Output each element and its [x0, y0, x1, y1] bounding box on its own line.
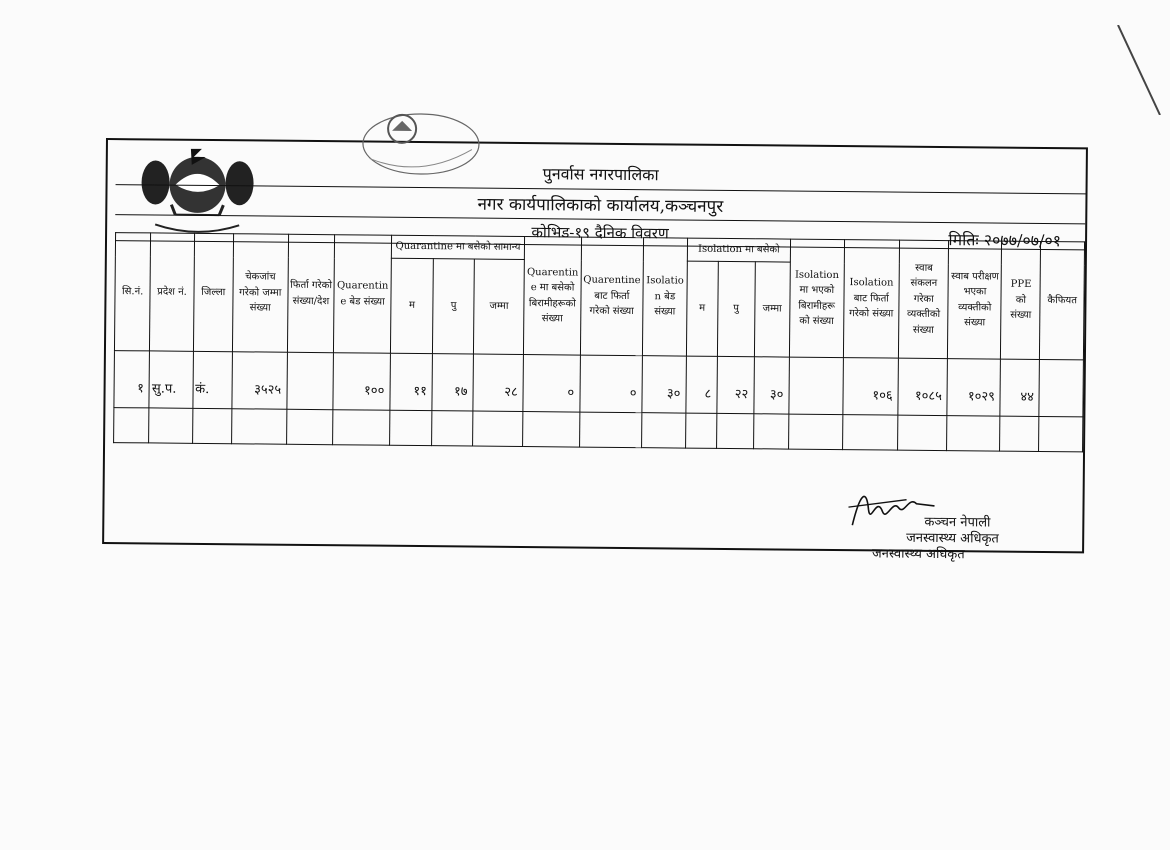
- cell-remarks: [1039, 359, 1083, 416]
- cell-i-sick: [789, 357, 843, 415]
- cell-quarantine-beds: १००: [333, 353, 390, 411]
- covid-daily-table: [113, 232, 1085, 452]
- col-q-male: पु: [433, 259, 475, 354]
- cell-i-male: २२: [717, 356, 754, 413]
- col-i-returned: Isolation बाट फिर्ता गरेको संख्या: [843, 240, 900, 359]
- col-q-female: म: [390, 258, 433, 353]
- date-label: मितिः: [948, 230, 979, 250]
- cell-q-female: ११: [390, 353, 433, 410]
- col-i-total: जम्मा: [754, 262, 790, 357]
- col-remarks: कैफियत: [1040, 241, 1085, 359]
- cell-q-returned: ०: [580, 355, 643, 413]
- group-isolation: Isolation मा बसेको: [687, 238, 790, 262]
- cell-province: सु.प.: [149, 351, 193, 408]
- cell-i-female: ८: [686, 356, 717, 413]
- signatory-title: जनस्वास्थ्य अधिकृत: [906, 530, 999, 547]
- municipality-name: पुनर्वास नगरपालिका: [542, 164, 659, 185]
- cell-district: कं.: [193, 351, 233, 408]
- cell-i-returned: १०६: [842, 358, 898, 416]
- col-i-sick: Isolation मा भएको बिरामीहरू को संख्या: [789, 239, 844, 358]
- covid-report-document: [102, 138, 1088, 563]
- cell-sn: १: [114, 351, 150, 408]
- paper-edge-shadow: [1110, 25, 1170, 115]
- col-swab-tested: स्वाब परीक्षण भएका व्यक्तीको संख्या: [948, 241, 1002, 360]
- cell-ppe: ४४: [1000, 359, 1040, 416]
- group-quarantine: Quarantine मा बसेको सामान्य: [391, 235, 525, 259]
- cell-isolation-beds: ३०: [642, 356, 686, 413]
- col-province: प्रदेश नं.: [150, 233, 194, 351]
- date-value: २०७७/०७/०१: [983, 230, 1062, 251]
- office-name: नगर कार्यपालिकाको कार्यालय,कञ्चनपुर: [477, 194, 724, 217]
- cell-q-male: १७: [432, 354, 473, 411]
- col-quarantine-beds: Quarentin e बेड संख्या: [334, 235, 392, 354]
- col-district: जिल्ला: [193, 233, 233, 351]
- col-q-sick: Quarentin e मा बसेको बिरामीहरूको संख्या: [524, 237, 582, 356]
- col-sn: सि.नं.: [114, 233, 151, 351]
- col-q-returned: Quarentine बाट फिर्ता गरेको संख्या: [580, 237, 643, 356]
- col-ppe: PPE को संख्या: [1001, 241, 1041, 359]
- cell-q-total: २८: [473, 354, 524, 411]
- cell-swab-collected: १०८५: [898, 358, 948, 415]
- col-checked: चेकजांच गरेको जम्मा संख्या: [232, 234, 288, 353]
- col-i-female: म: [686, 261, 718, 356]
- report-title: कोभिड-१९ दैनिक विवरण: [531, 223, 669, 243]
- col-returned: फिर्ता गरेको संख्या/देश: [287, 234, 335, 352]
- cell-i-total: ३०: [754, 357, 790, 414]
- col-swab-collected: स्वाब संकलन गरेका व्यक्तीको संख्या: [899, 240, 949, 358]
- col-i-male: पु: [717, 261, 755, 356]
- col-q-total: जम्मा: [473, 259, 524, 354]
- cell-swab-tested: १०२९: [947, 359, 1001, 417]
- cell-returned: [286, 352, 333, 409]
- col-isolation-beds: Isolatio n बेड संख्या: [642, 238, 687, 356]
- cell-q-sick: ०: [523, 355, 580, 413]
- cell-checked: ३५२५: [232, 352, 287, 410]
- signatory-name: कञ्चन नेपाली: [924, 514, 991, 531]
- stamp-title: जनस्वास्थ्य अधिकृत: [871, 546, 965, 563]
- table-row: [114, 351, 1084, 417]
